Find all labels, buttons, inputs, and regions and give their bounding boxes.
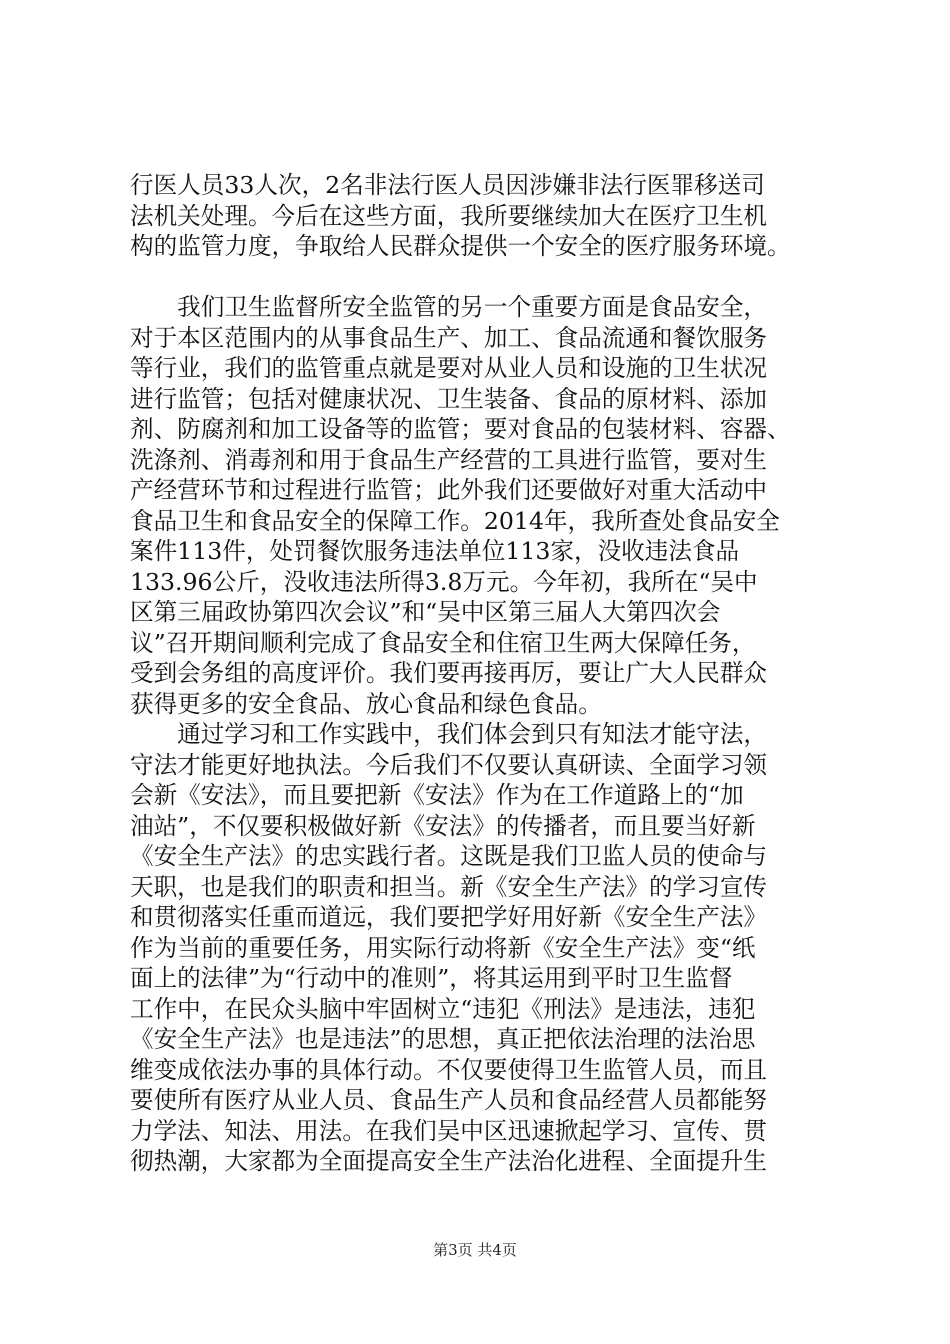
text-line: 面上的法律”为“行动中的准则”，将其运用到平时卫生监督 bbox=[130, 964, 733, 992]
text-line: 和贯彻落实任重而道远，我们要把学好用好新《安全生产法》 bbox=[130, 903, 768, 931]
text-line: 力学法、知法、用法。在我们吴中区迅速掀起学习、宣传、贯 bbox=[130, 1116, 768, 1145]
text-line: 会新《安法》，而且要把新《安法》作为在工作道路上的“加 bbox=[130, 781, 744, 809]
text-line: 进行监管；包括对健康状况、卫生装备、食品的原材料、添加 bbox=[130, 384, 768, 413]
text-line: 我们卫生监督所安全监管的另一个重要方面是食品安全， bbox=[130, 293, 768, 321]
text-line: 工作中，在民众头脑中牢固树立“违犯《刑法》是违法，违犯 bbox=[130, 994, 756, 1023]
text-line: 产经营环节和过程进行监管；此外我们还要做好对重大活动中 bbox=[130, 476, 768, 504]
text-line: 获得更多的安全食品、放心食品和绿色食品。 bbox=[130, 689, 602, 718]
text-line: 构的监管力度，争取给人民群众提供一个安全的医疗服务环境。 bbox=[130, 232, 791, 260]
text-line: 守法才能更好地执法。今后我们不仅要认真研读、全面学习领 bbox=[130, 750, 768, 779]
text-line: 议”召开期间顺利完成了食品安全和住宿卫生两大保障任务， bbox=[130, 628, 756, 657]
text-line: 彻热潮，大家都为全面提高安全生产法治化进程、全面提升生 bbox=[130, 1147, 768, 1175]
text-line: 等行业，我们的监管重点就是要对从业人员和设施的卫生状况 bbox=[130, 354, 768, 382]
text-line: 《安全生产法》的忠实践行者。这既是我们卫监人员的使命与 bbox=[130, 842, 768, 870]
paragraph-gap bbox=[130, 262, 830, 293]
text-line: 案件113件，处罚餐饮服务违法单位113家，没收违法食品 bbox=[130, 537, 740, 565]
text-line: 天职，也是我们的职责和担当。新《安全生产法》的学习宣传 bbox=[130, 872, 768, 901]
document-body bbox=[130, 170, 830, 1177]
text-line: 受到会务组的高度评价。我们要再接再厉，要让广大人民群众 bbox=[130, 659, 768, 687]
text-line: 法机关处理。今后在这些方面，我所要继续加大在医疗卫生机 bbox=[130, 201, 768, 230]
text-line: 对于本区范围内的从事食品生产、加工、食品流通和餐饮服务 bbox=[130, 323, 768, 352]
text-line: 油站”，不仅要积极做好新《安法》的传播者，而且要当好新 bbox=[130, 811, 756, 840]
text-line: 通过学习和工作实践中，我们体会到只有知法才能守法， bbox=[130, 720, 768, 748]
text-line: 维变成依法办事的具体行动。不仅要使得卫生监管人员，而且 bbox=[130, 1055, 768, 1084]
text-line: 剂、防腐剂和加工设备等的监管；要对食品的包装材料、容器、 bbox=[130, 415, 791, 443]
page-number: 第3页 共4页 bbox=[433, 1241, 517, 1259]
text-line: 《安全生产法》也是违法”的思想，真正把依法治理的法治思 bbox=[130, 1025, 756, 1053]
text-line: 洗涤剂、消毒剂和用于食品生产经营的工具进行监管，要对生 bbox=[130, 445, 768, 474]
text-line: 作为当前的重要任务，用实际行动将新《安全生产法》变“纸 bbox=[130, 933, 756, 962]
text-line: 区第三届政协第四次会议”和“吴中区第三届人大第四次会 bbox=[130, 598, 721, 626]
text-line: 食品卫生和食品安全的保障工作。2014年，我所查处食品安全 bbox=[130, 506, 780, 535]
text-line: 133.96公斤，没收违法所得3.8万元。今年初，我所在“吴中 bbox=[130, 567, 758, 596]
text-line: 要使所有医疗从业人员、食品生产人员和食品经营人员都能努 bbox=[130, 1086, 768, 1114]
text-line: 行医人员33人次，2名非法行医人员因涉嫌非法行医罪移送司 bbox=[130, 171, 765, 199]
